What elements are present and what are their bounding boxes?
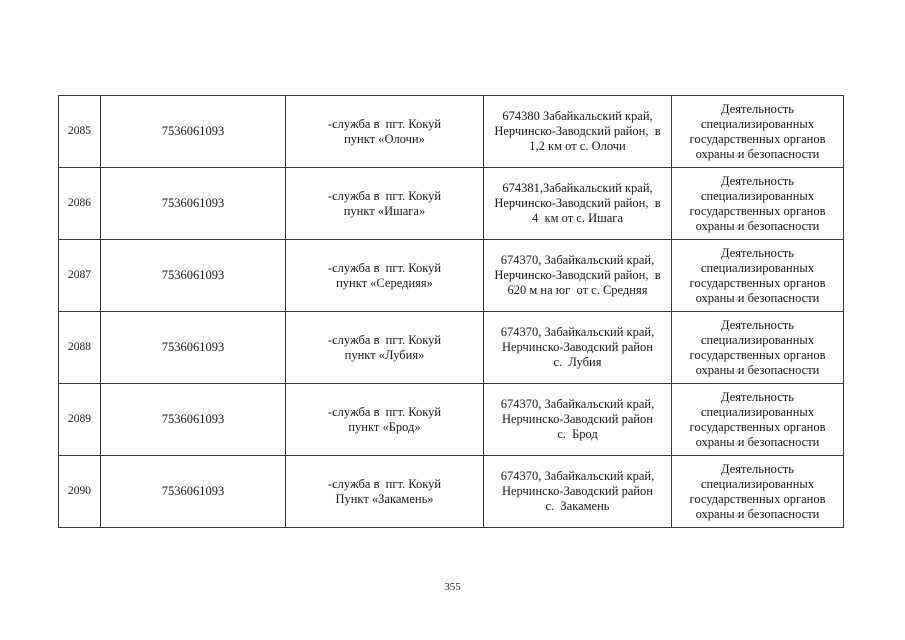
address-line: 620 м на юг от с. Средняя [507,283,648,297]
activity-line: государственных органов [689,491,826,506]
activity-line: государственных органов [689,131,826,146]
service-point-line: пункт «Середияя» [336,275,433,290]
service-point-cell [286,168,484,240]
activity-line: охраны и безопасности [695,146,820,161]
activity-line: охраны и безопасности [695,434,820,449]
address-line: Нерчинско-Заводский район, в [494,196,661,210]
address-line: Нерчинско-Заводский район, в [494,268,661,282]
activity-cell [672,96,844,168]
activity-cell [672,168,844,240]
address-line: Нерчинско-Заводский район [501,412,653,426]
address-line: Нерчинско-Заводский район, в [494,124,661,138]
inn-code-cell: 7536061093 [101,384,286,456]
address-cell [484,96,672,168]
activity-line: специализированных [700,404,815,419]
inn-code-cell: 7536061093 [101,96,286,168]
inn-code-cell: 7536061093 [101,240,286,312]
address-line: 674370, Забайкальский край, [500,325,655,339]
activity-line: Деятельность [721,317,794,332]
address-line: 674370, Забайкальский край, [500,397,655,411]
address-line: 674370, Забайкальский край, [500,253,655,267]
address-line: с. Лубия [553,355,602,369]
service-point-line: -служба в пгт. Кокуй [327,404,442,419]
address-cell [484,312,672,384]
address-line: Нерчинско-Заводский район [501,484,653,498]
address-cell [484,168,672,240]
address-line: с. Закамень [545,499,610,513]
table-row [59,96,844,168]
service-point-line: пункт «Брод» [348,419,421,434]
activity-cell [672,240,844,312]
table-row [59,384,844,456]
inn-code-cell: 7536061093 [101,456,286,528]
inn-code-cell: 7536061093 [101,168,286,240]
service-point-line: -служба в пгт. Кокуй [327,260,442,275]
address-line: 674381,Забайкальский край, [502,181,653,195]
row-number-cell: 2089 [59,384,101,456]
activity-line: Деятельность [721,461,794,476]
registry-table-body [59,96,844,528]
address-line: 4 км от с. Ишага [532,211,623,225]
service-point-line: пункт «Олочи» [344,131,425,146]
activity-line: специализированных [700,188,815,203]
activity-cell [672,312,844,384]
activity-line: охраны и безопасности [695,506,820,521]
address-cell [484,384,672,456]
activity-line: Деятельность [721,101,794,116]
inn-code-cell: 7536061093 [101,312,286,384]
service-point-line: -служба в пгт. Кокуй [327,476,442,491]
row-number-cell: 2087 [59,240,101,312]
service-point-line: -служба в пгт. Кокуй [327,116,442,131]
address-cell [484,240,672,312]
row-number-cell: 2088 [59,312,101,384]
activity-line: государственных органов [689,347,826,362]
address-cell [484,456,672,528]
activity-line: охраны и безопасности [695,218,820,233]
table-row [59,168,844,240]
activity-line: Деятельность [721,245,794,260]
address-line: 1,2 км от с. Олочи [529,139,626,153]
address-line: Нерчинско-Заводский район [501,340,653,354]
activity-line: государственных органов [689,203,826,218]
service-point-line: пункт «Лубия» [344,347,425,362]
page-number: 355 [444,581,461,593]
service-point-line: -служба в пгт. Кокуй [327,332,442,347]
activity-line: специализированных [700,116,815,131]
row-number-cell: 2085 [59,96,101,168]
registry-table [58,95,844,528]
activity-line: Деятельность [721,389,794,404]
row-number-cell: 2090 [59,456,101,528]
activity-cell [672,384,844,456]
activity-line: специализированных [700,260,815,275]
activity-cell [672,456,844,528]
activity-line: охраны и безопасности [695,290,820,305]
service-point-cell [286,384,484,456]
activity-line: охраны и безопасности [695,362,820,377]
address-line: 674370, Забайкальский край, [500,469,655,483]
table-row [59,240,844,312]
service-point-line: -служба в пгт. Кокуй [327,188,442,203]
activity-line: специализированных [700,332,815,347]
activity-line: специализированных [700,476,815,491]
address-line: с. Брод [557,427,598,441]
activity-line: государственных органов [689,275,826,290]
row-number-cell: 2086 [59,168,101,240]
service-point-cell [286,456,484,528]
address-line: 674380 Забайкальский край, [502,109,653,123]
activity-line: государственных органов [689,419,826,434]
table-row [59,456,844,528]
table-row [59,312,844,384]
activity-line: Деятельность [721,173,794,188]
service-point-cell [286,96,484,168]
service-point-cell [286,312,484,384]
service-point-line: Пункт «Закамень» [335,491,434,506]
service-point-cell [286,240,484,312]
service-point-line: пункт «Ишага» [343,203,426,218]
